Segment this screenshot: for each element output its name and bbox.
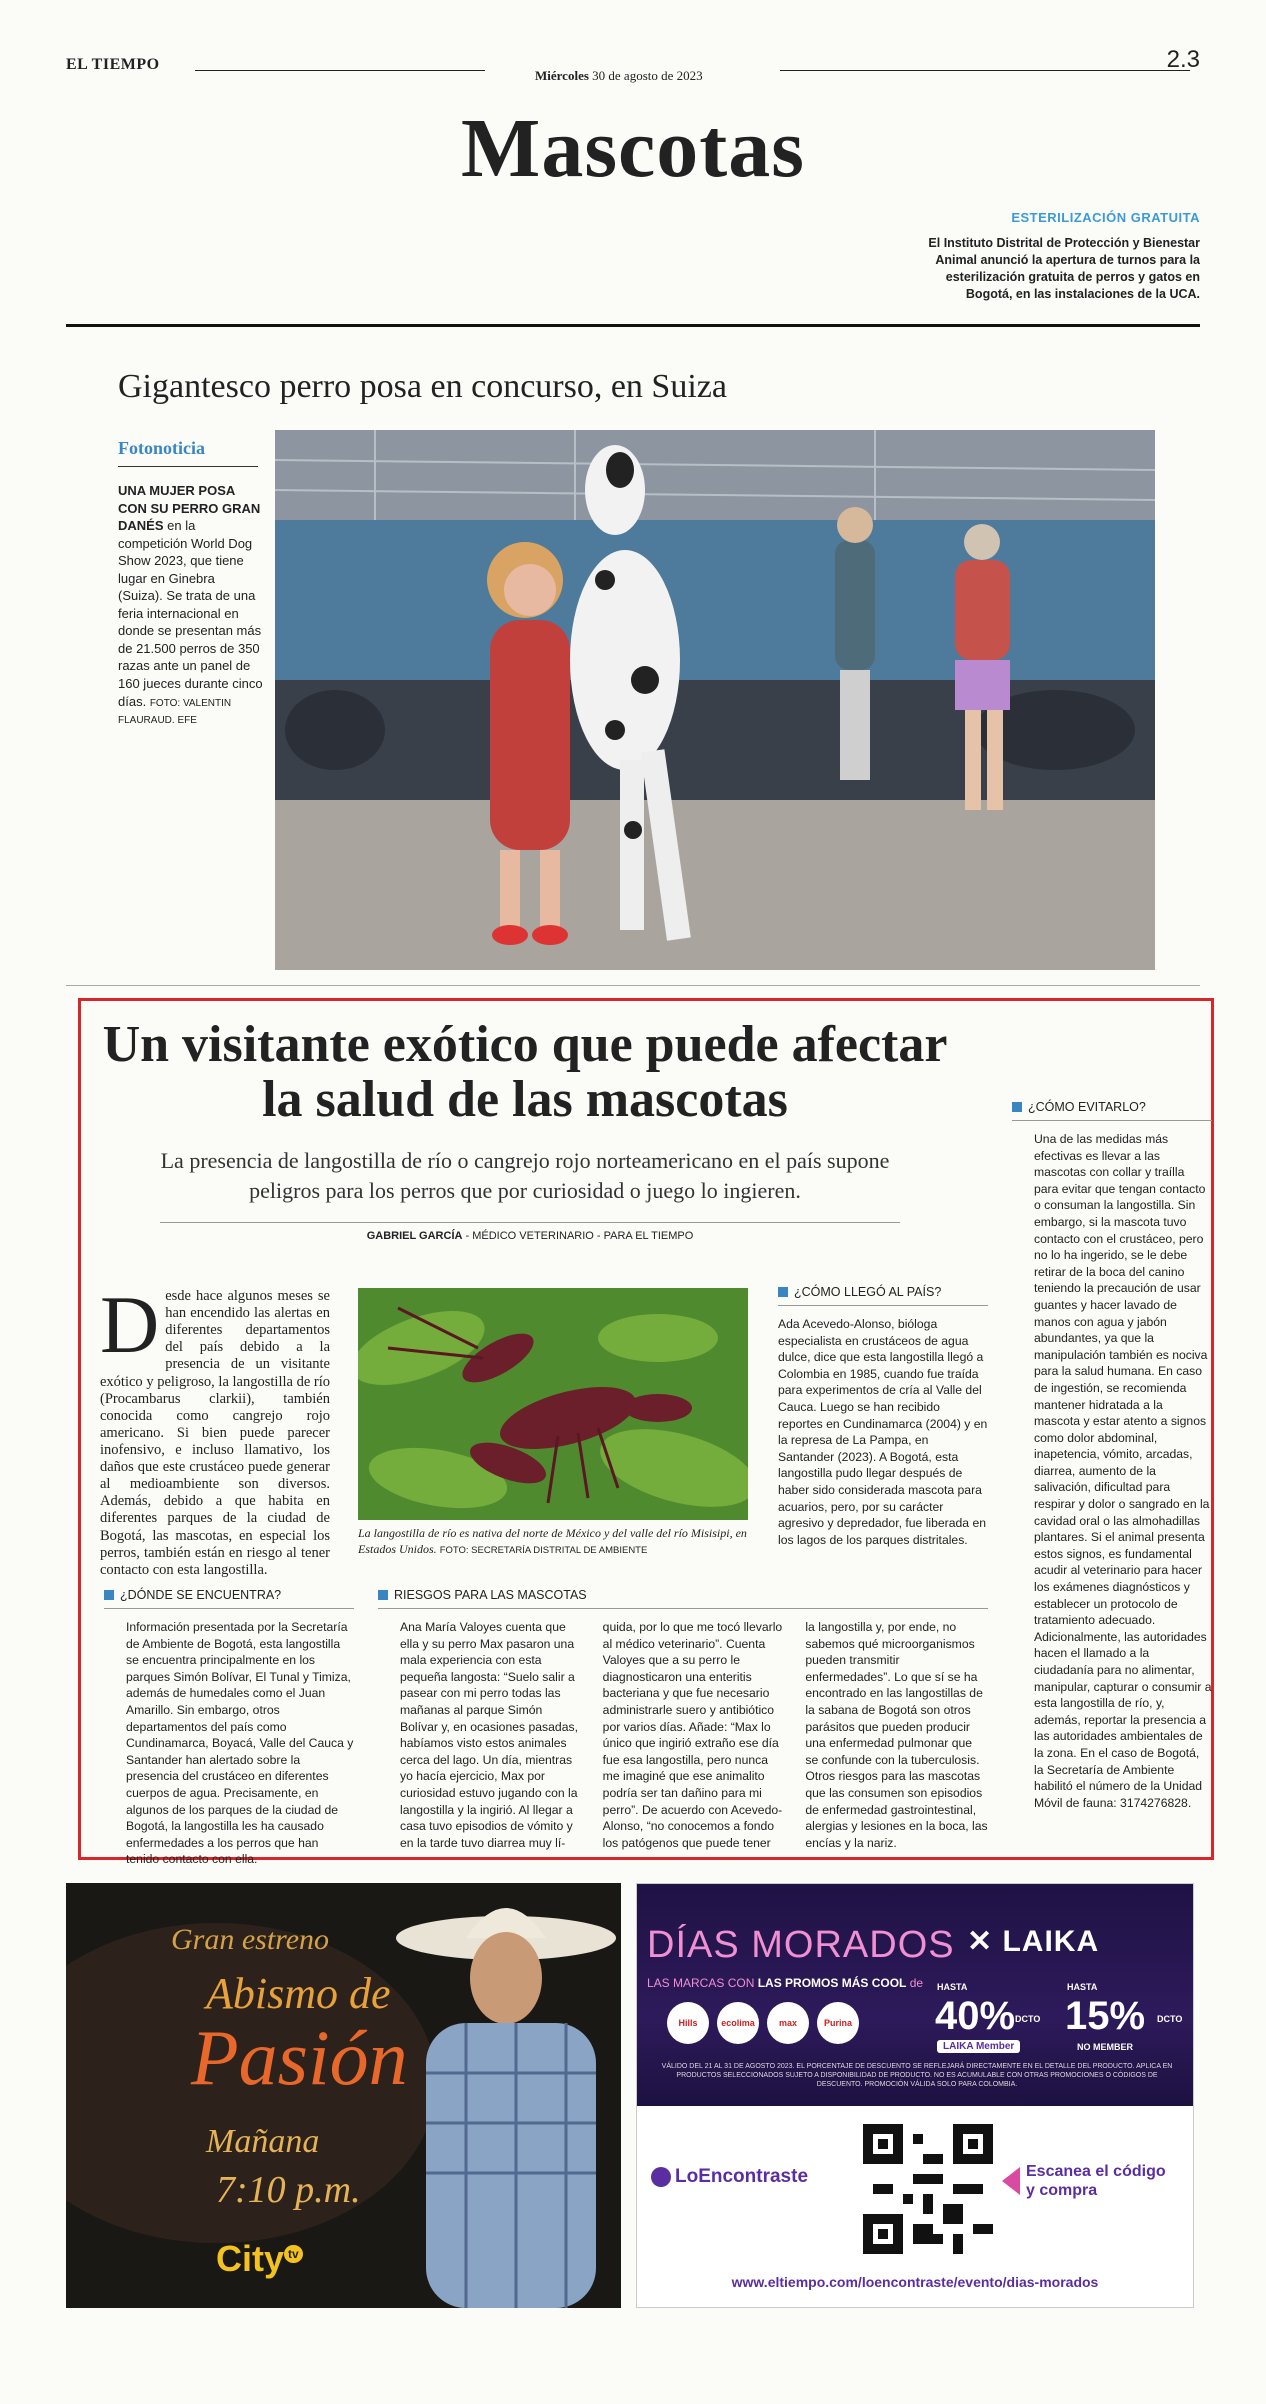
square-bullet-icon <box>778 1287 788 1297</box>
brand-logo-max: max <box>767 2002 809 2044</box>
section-head-text: ¿CÓMO LLEGÓ AL PAÍS? <box>794 1285 942 1299</box>
brief-text: El Instituto Distrital de Protección y Bienestar Animal anunció la apertura de turnos para la esterilización gratuita de perros y gatos en Bogotá, en las instalaciones de la UCA. <box>928 236 1200 301</box>
percent-40: 40% <box>935 1994 1016 2038</box>
photo-credit: FOTO: VALENTIN FLAURAUD. EFE <box>118 697 232 727</box>
crayfish-illustration <box>358 1288 748 1520</box>
article-lead-text: esde hace algunos meses se han encendido las alertas en diferentes departamentos del país debido a la presencia de un visitante exótico y peligroso, la langostilla de río (Procambarus clarkii), también conocida como cangrejo rojo americano. Si bien puede parecer inofensivo, e incluso llamativo, los daños que este crustáceo puede generar al medioambiente son diversos. Además, debido a que habita en diferentes parques de la ciudad de Bogotá, las mascotas, en especial los perros, también están en riesgo al tener contacto con esta langostilla. <box>100 1288 330 1578</box>
photo-story-title: Gigantesco perro posa en concurso, en Suiza <box>118 368 727 405</box>
dcto-1: DCTO <box>1015 2014 1041 2024</box>
percent-15: 15% <box>1065 1994 1146 2038</box>
story-divider <box>66 985 1200 986</box>
crayfish-caption-text: La langostilla de río es nativa del norte de México y del valle del río Misisipi, en Estados Unidos. <box>358 1526 747 1556</box>
crayfish-caption <box>358 1526 758 1557</box>
newspaper-brand: EL TIEMPO <box>66 56 160 73</box>
square-bullet-icon <box>378 1590 388 1600</box>
qr-code-icon[interactable] <box>863 2124 993 2254</box>
section-head-text: ¿CÓMO EVITARLO? <box>1028 1100 1146 1114</box>
brief-kicker: ESTERILIZACIÓN GRATUITA <box>1011 210 1200 225</box>
section-donde-se-encuentra <box>104 1588 354 1868</box>
article-lead <box>100 1279 330 1579</box>
laika-logo: ✕ LAIKA <box>967 1925 1100 1958</box>
dog-show-illustration <box>275 430 1155 970</box>
loencontraste-icon <box>651 2167 671 2187</box>
riesgos-col-3: la langostilla y, por ende, no sabemos qué microorganismos pueden transmitir enfermedades”. Lo que sí se ha encontrado en las langostillas de la sabana de Bogotá son otros parásitos que pueden producir una enfermedad pulmonar que se confunde con la tuberculosis. Otros riesgos para las mascotas que las consumen son episodios de enfermedad gastrointestinal, alergias y lesiones en la boca, las encías y la nariz. <box>805 1620 988 1850</box>
section-body-donde: Información presentada por la Secretaría de Ambiente de Bogotá, esta langostilla se encuentra principalmente en los parques Simón Bolívar, El Tunal y Timiza, además de humedales como el Juan Amarillo. Sin embargo, otros departamentos del país como Cundinamarca, Boyacá, Valle del Cauca y Santander han alertado sobre la presencia del crustáceo en diferentes cuerpos de agua. Precisamente, en algunos de los parques de la ciudad de Bogotá, la langostilla les ha causado enfermedades a los perros que han tenido contacto con ella. <box>126 1620 354 1867</box>
hasta-2: HASTA <box>1067 1982 1098 1992</box>
laika-sub-pre: LAS MARCAS CON <box>647 1976 758 1990</box>
riesgos-col-1: Ana María Valoyes cuenta que ella y su perro Max pasaron una mala experiencia con esta pequeña langosta: “Suelo salir a pasear con mi perro todas las mañanas al parque Simón Bolívar y, en ocasiones pasadas, habíamos visto estos animales cerca del lago. Un día, mientras yo hacía ejercicio, Max por curiosidad estuvo jugando con la langostilla y la ingirió. Al llegar a casa tuvo episodios de vómito y en la tarde tuvo diarrea muy lí- <box>400 1620 578 1850</box>
loencontraste-text: LoEncontraste <box>675 2166 809 2187</box>
city-tv-logo <box>216 2238 303 2280</box>
hasta-1: HASTA <box>937 1982 968 1992</box>
laika-url-link[interactable]: www.eltiempo.com/loencontraste/evento/dias-morados <box>731 2274 1099 2290</box>
fotonoticia-rule <box>118 466 258 467</box>
loencontraste-logo <box>651 2166 808 2188</box>
riesgos-columns <box>378 1619 988 1851</box>
section-como-llego <box>778 1285 988 1548</box>
riesgos-col-2: quida, por lo que me tocó llevarlo al médico veterinario”. Cuenta Valoyes que a su perro le diagnosticaron una enteritis bacteriana y que fue necesario administrarle suero y antibiótico por varios días. Añade: “Max lo único que ingirió extraño ese día fue esa langostilla, pero nunca me imaginé que ese animalito podría ser tan dañino para mi perro”. De acuerdo con Acevedo-Alonso, “no conocemos a fondo los patógenos que puede tener <box>602 1620 783 1850</box>
square-bullet-icon <box>104 1590 114 1600</box>
brief-box <box>900 210 1200 303</box>
laika-legal: VÁLIDO DEL 21 AL 31 DE AGOSTO 2023. EL PORCENTAJE DE DESCUENTO SE REFLEJARÁ DIRECTAMENTE EN EL DETALLE DEL PRODUCTO. APLICA EN PRODUCTOS SELECCIONADOS SUJETO A DISPONIBILIDAD DE PRODUCTO. NO ES ACUMULABLE CON OTRAS PROMOCIONES O CÓDIGOS DE DESCUENTO. PROMOCIÓN VÁLIDA SOLO PARA COLOMBIA. <box>661 2063 1173 2089</box>
deck-rule <box>160 1222 900 1223</box>
photo-caption <box>118 482 263 728</box>
masthead-rule-left <box>195 70 485 71</box>
arrow-left-icon <box>1002 2167 1020 2195</box>
section-head-riesgos <box>378 1588 988 1602</box>
tv-ad-line1: Gran estreno <box>171 1923 330 1956</box>
section-rule <box>1012 1120 1212 1121</box>
section-rule <box>104 1608 354 1609</box>
city-tv-sup: tv <box>284 2245 303 2263</box>
section-head-text: ¿DÓNDE SE ENCUENTRA? <box>120 1588 282 1602</box>
photo-caption-lead: UNA MUJER POSA CON SU PERRO GRAN DANÉS <box>118 483 261 534</box>
laika-brand: LAIKA <box>1002 1925 1100 1958</box>
fotonoticia-label: Fotonoticia <box>118 438 205 458</box>
laika-ad-banner <box>637 1884 1193 2106</box>
laika-sub-post: de <box>906 1976 924 1990</box>
photo-caption-text: en la competición World Dog Show 2023, que tiene lugar en Ginebra (Suiza). Se trata de una feria internacional en donde se presentan más de 21.500 perros de 350 razas ante un panel de 160 jueces durante cinco días. <box>118 518 263 709</box>
page-date <box>535 68 703 84</box>
masthead-rule-right <box>780 70 1190 71</box>
byline-role: - MÉDICO VETERINARIO - PARA EL TIEMPO <box>462 1230 694 1242</box>
laika-sub-bold: LAS PROMOS MÁS COOL <box>757 1976 907 1990</box>
section-rule <box>778 1305 988 1306</box>
section-riesgos <box>378 1588 988 1851</box>
escanea-text: Escanea el código y compra <box>1026 2163 1166 2200</box>
section-body-como-evitarlo: Una de las medidas más efectivas es llevar a las mascotas con collar y traílla para evitar que tengan contacto o consuman la langostilla. Sin embargo, si la mascota tuvo contacto con el crustáceo, pero no lo ha ingerido, se le debe retirar de la boca del canino teniendo la precaución de usar guantes y hacer lavado de manos con agua y jabón abundantes, ya que la manipulación también es nociva para la salud humana. En caso de ingestión, se recomienda mantener hidratada a la mascota y estar atento a signos como dolor abdominal, inapetencia, vómito, arcadas, diarrea, aumento de la salivación, dificultad para respirar y dolor o sangrado en la cavidad oral o las almohadillas plantares. Si el animal presenta estos signos, es fundamental acudir al veterinario para hacer los exámenes diagnósticos y establecer un protocolo de tratamiento adecuado. Adicionalmente, las autoridades hacen el llamado a la ciudadanía para no alimentar, manipular, capturar o consumir a esta langostilla de río, y, además, reportar la presencia a las autoridades ambientales de la zona. En el caso de Bogotá, la Secretaría de Ambiente habilitó el número de la Unidad Móvil de fauna: 3174276828. <box>1034 1132 1212 1810</box>
section-rule <box>378 1608 988 1609</box>
brand-logo-hills: Hills <box>667 2002 709 2044</box>
tv-ad-title2: Pasión <box>191 2014 408 2101</box>
brand-logo-purina: Purina <box>817 2002 859 2044</box>
section-title: Mascotas <box>461 102 805 195</box>
section-body-como-llego: Ada Acevedo-Alonso, bióloga especialista en crustáceos de agua dulce, dice que esta langostilla llegó a Colombia en 1985, cuando fue traída para experimentos de cría al Valle del Cauca. Luego se han recibido reportes en Cundinamarca (2004) y en la represa de La Pampa, en Santander (2023). A Bogotá, esta langostilla pudo llegar después de haber sido considerada mascota para acuarios, pero, por su carácter agresivo y depredador, fue liberada en los lagos de los parques distritales. <box>778 1317 988 1547</box>
page-number: 2.3 <box>1166 46 1200 73</box>
tv-ad-time: 7:10 p.m. <box>216 2169 361 2211</box>
laika-subtitle <box>647 1976 923 1990</box>
section-head-text: RIESGOS PARA LAS MASCOTAS <box>394 1588 587 1602</box>
crayfish-credit: FOTO: SECRETARÍA DISTRITAL DE AMBIENTE <box>439 1544 648 1556</box>
article-byline <box>160 1230 900 1242</box>
dog-show-photo <box>275 430 1155 970</box>
tv-ad-title1: Abismo de <box>206 1969 391 2018</box>
city-tv-name: City <box>216 2238 285 2279</box>
no-member-label: NO MEMBER <box>1077 2042 1133 2052</box>
drop-cap: D <box>100 1279 160 1370</box>
tv-ad-day: Mañana <box>206 2123 320 2160</box>
brand-logo-ecolima: ecolima <box>717 2002 759 2044</box>
tv-ad[interactable] <box>66 1883 621 2308</box>
page-weekday: Miércoles <box>535 68 589 83</box>
article-headline: Un visitante exótico que puede afectar la salud de las mascotas <box>102 1016 948 1128</box>
laika-member-badge: LAIKA Member <box>937 2040 1020 2053</box>
square-bullet-icon <box>1012 1102 1022 1112</box>
laika-ad[interactable] <box>636 1883 1194 2308</box>
dcto-2: DCTO <box>1157 2014 1183 2024</box>
section-head-donde <box>104 1588 354 1602</box>
dias-morados-title: DÍAS MORADOS <box>647 1924 955 1966</box>
crayfish-photo <box>358 1288 748 1520</box>
byline-name: GABRIEL GARCÍA <box>366 1230 463 1242</box>
section-como-evitarlo <box>1012 1100 1212 1811</box>
article-deck: La presencia de langostilla de río o cangrejo rojo norteamericano en el país supone peligros para los perros que por curiosidad o juego lo ingieren. <box>160 1148 890 1203</box>
section-head-como-llego <box>778 1285 988 1299</box>
page-date-text: 30 de agosto de 2023 <box>592 68 703 83</box>
section-head-como-evitarlo <box>1012 1100 1212 1114</box>
section-divider <box>66 324 1200 327</box>
escanea-label <box>1002 2162 1166 2200</box>
